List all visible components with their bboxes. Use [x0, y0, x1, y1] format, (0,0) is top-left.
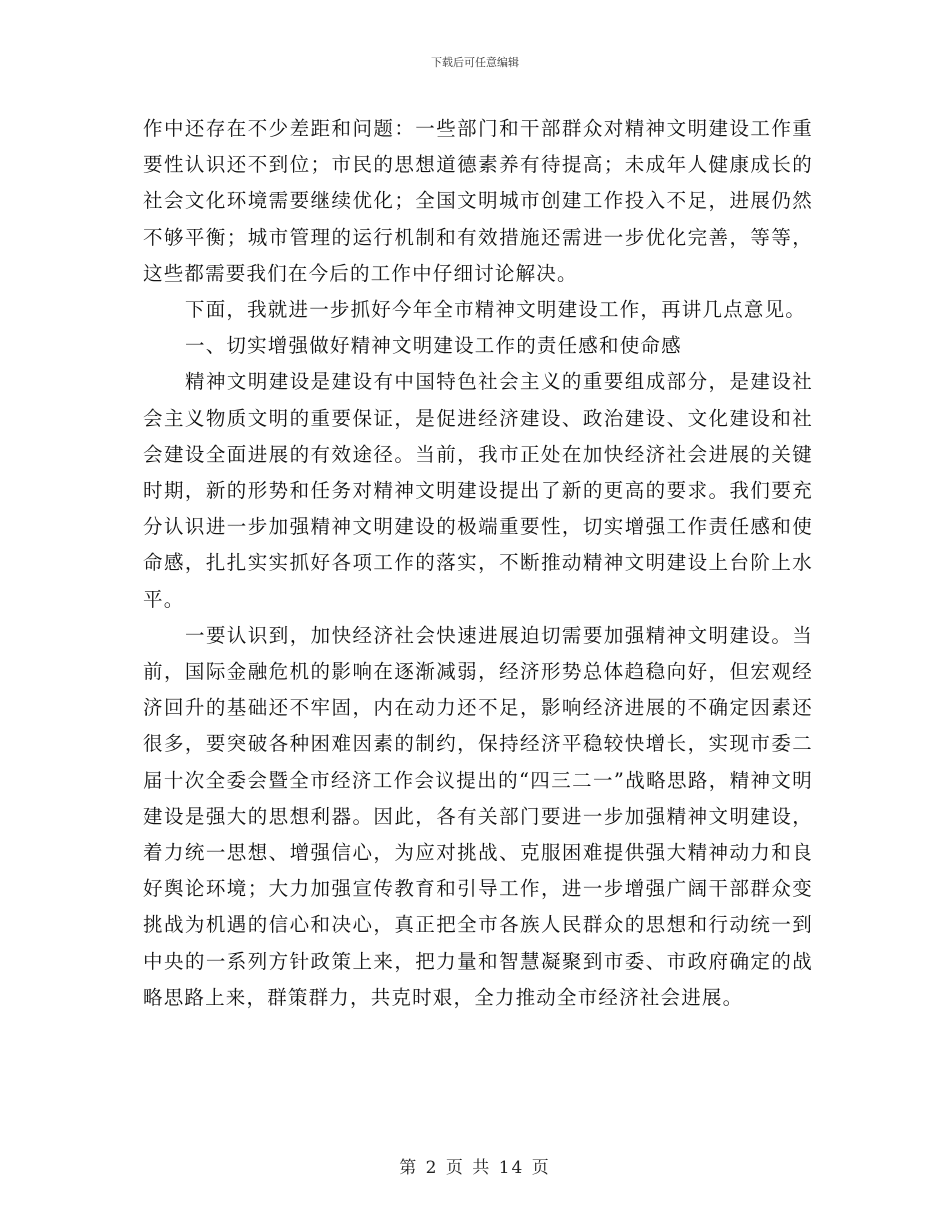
- section-heading-1: 一、切实增强做好精神文明建设工作的责任感和使命感: [185, 334, 682, 358]
- page-number-footer: 第 2 页 共 14 页: [399, 1158, 551, 1178]
- document-body: [143, 111, 813, 1016]
- paragraph-3: 精神文明建设是建设有中国特色社会主义的重要组成部分，是建设社会主义物质文明的重要保证，是促进经济建设、政治建设、文化建设和社会建设全面进展的有效途径。当前，我市正处在加快经济社会进展的关键时期，新的形势和任务对精神文明建设提出了新的更高的要求。我们要充分认识进一步加强精神文明建设的极端重要性，切实增强工作责任感和使命感，扎扎实实抓好各项工作的落实，不断推动精神文明建设上台阶上水平。: [143, 370, 813, 611]
- paragraph-2: 下面，我就进一步抓好今年全市精神文明建设工作，再讲几点意见。: [185, 298, 807, 322]
- page-header-note: 下载后可任意编辑: [431, 56, 519, 69]
- paragraph-1: 作中还存在不少差距和问题：一些部门和干部群众对精神文明建设工作重要性认识还不到位；市民的思想道德素养有待提高；未成年人健康成长的社会文化环境需要继续优化；全国文明城市创建工作投入不足，进展仍然不够平衡；城市管理的运行机制和有效措施还需进一步优化完善，等等，这些都需要我们在今后的工作中仔细讨论解决。: [143, 117, 813, 285]
- paragraph-4: 一要认识到，加快经济社会快速进展迫切需要加强精神文明建设。当前，国际金融危机的影响在逐渐减弱，经济形势总体趋稳向好，但宏观经济回升的基础还不牢固，内在动力还不足，影响经济进展的不确定因素还很多，要突破各种困难因素的制约，保持经济平稳较快增长，实现市委二届十次全委会暨全市经济工作会议提出的“四三二一”战略思路，精神文明建设是强大的思想利器。因此，各有关部门要进一步加强精神文明建设，着力统一思想、增强信心，为应对挑战、克服困难提供强大精神动力和良好舆论环境；大力加强宣传教育和引导工作，进一步增强广阔干部群众变挑战为机遇的信心和决心，真正把全市各族人民群众的思想和行动统一到中央的一系列方针政策上来，把力量和智慧凝聚到市委、市政府确定的战略思路上来，群策群力，共克时艰，全力推动全市经济社会进展。: [143, 623, 813, 1009]
